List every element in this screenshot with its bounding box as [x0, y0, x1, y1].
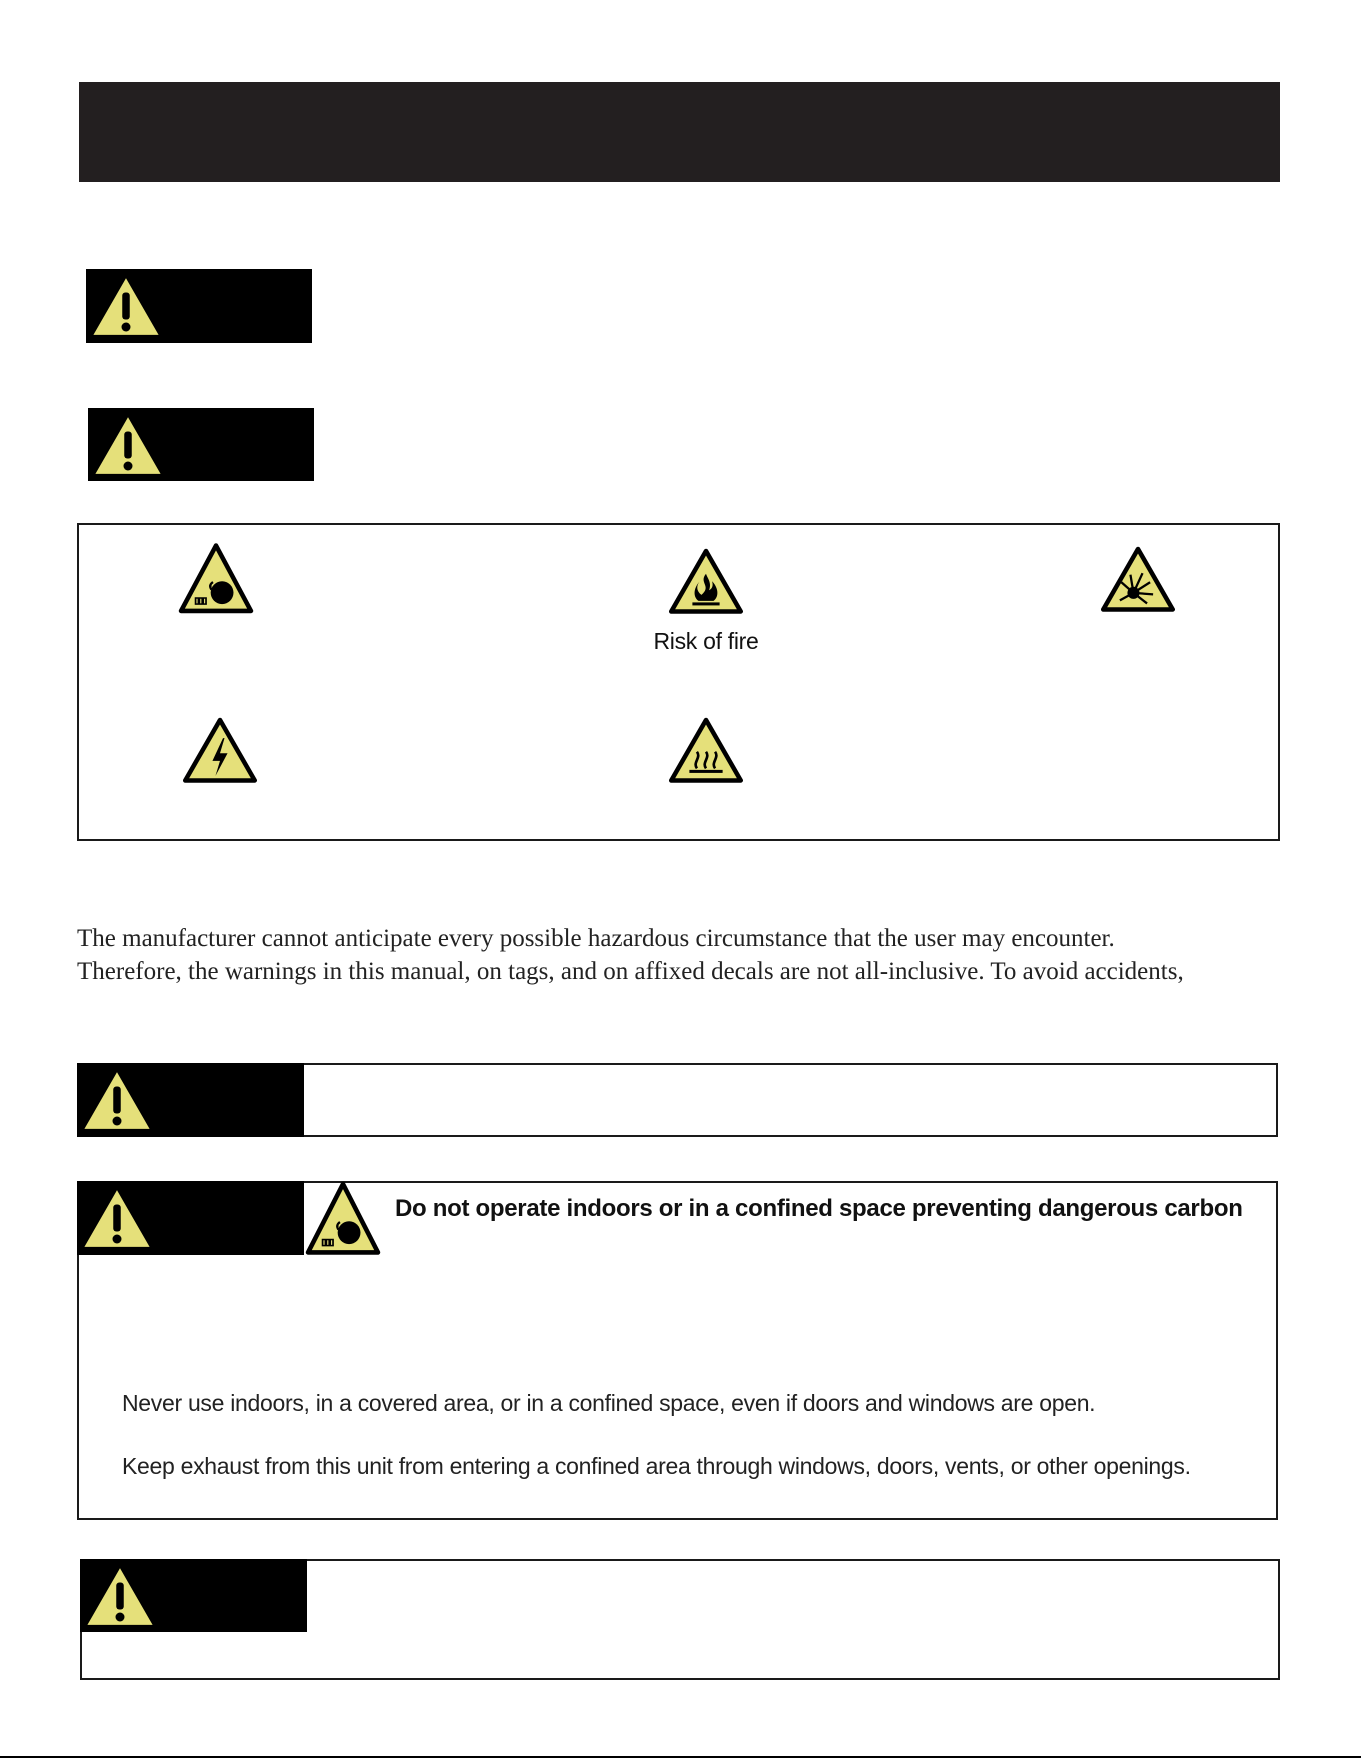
intro-line: Therefore, the warnings in this manual, on tags, and on affixed decals are not all-inclusive. To avoid accidents, [77, 958, 1184, 985]
warning-triangle-icon [79, 1067, 155, 1133]
carbon-monoxide-icon [305, 1181, 381, 1257]
warning-badge-2 [88, 408, 314, 481]
warning-triangle-icon [88, 273, 164, 339]
warning-badge-5 [80, 1559, 307, 1632]
intro-line: The manufacturer cannot anticipate every possible hazardous circumstance that the user may encounter. [77, 925, 1115, 952]
hazard-symbol-fire [641, 548, 771, 655]
warning-badge-4 [77, 1181, 304, 1255]
co-symbol [305, 1181, 381, 1262]
hazard-symbol-explosion [1100, 546, 1176, 622]
co-warning-headline: Do not operate indoors or in a confined space preventing dangerous carbon [395, 1195, 1243, 1222]
carbon-monoxide-icon [178, 542, 254, 616]
hazard-symbol-carbon-monoxide [178, 542, 254, 624]
warning-badge-1 [86, 269, 312, 343]
electric-shock-icon [182, 717, 258, 785]
section-header-bar [79, 82, 1280, 182]
hazard-symbol-hot-surface [668, 717, 744, 793]
fire-icon [668, 548, 744, 616]
warning-triangle-icon [79, 1185, 155, 1251]
explosion-icon [1100, 546, 1176, 614]
intro-paragraph [77, 922, 1287, 988]
hot-surface-icon [668, 717, 744, 785]
hazard-symbol-label: Risk of fire [653, 628, 759, 654]
warning-badge-3 [77, 1063, 304, 1137]
co-warning-line: Never use indoors, in a covered area, or in a confined space, even if doors and windows are open. [122, 1390, 1096, 1416]
co-warning-line: Keep exhaust from this unit from entering a confined area through windows, doors, vents, or other openings. [122, 1453, 1191, 1479]
page-bottom-rule [0, 1756, 1361, 1758]
hazard-symbol-electric-shock [182, 717, 258, 793]
warning-triangle-icon [82, 1563, 158, 1629]
warning-triangle-icon [90, 412, 166, 478]
